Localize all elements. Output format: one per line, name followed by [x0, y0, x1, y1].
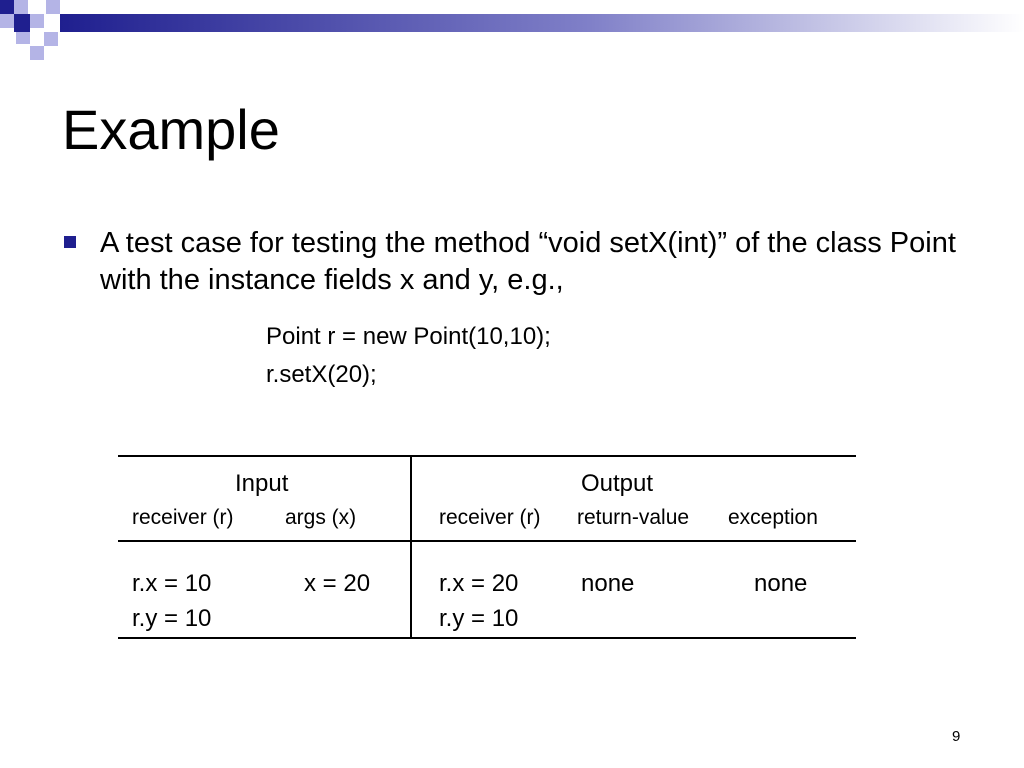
table-header-rule — [118, 540, 856, 542]
table-cell: none — [581, 570, 635, 597]
table-bottom-rule — [118, 637, 856, 639]
table-cell: r.y = 10 — [132, 605, 212, 632]
column-header: args (x) — [285, 506, 357, 529]
table-cell: none — [754, 570, 808, 597]
slide-title: Example — [62, 98, 280, 161]
table-cell: r.y = 10 — [439, 605, 519, 632]
table-cell: r.x = 20 — [439, 570, 519, 597]
table-cell: x = 20 — [304, 570, 371, 597]
bullet-text: A test case for testing the method “void setX(int)” of the class Point with the instance fields x and y, e.g., — [100, 227, 956, 296]
input-header: Input — [235, 470, 289, 497]
column-header: exception — [728, 506, 818, 529]
table-divider — [410, 456, 412, 638]
column-header: return-value — [577, 506, 690, 529]
page-number: 9 — [952, 728, 961, 745]
output-header: Output — [581, 470, 654, 497]
table-cell: r.x = 10 — [132, 570, 212, 597]
table-top-rule — [118, 455, 856, 457]
code-line: r.setX(20); — [266, 361, 377, 388]
column-header: receiver (r) — [439, 506, 541, 529]
code-line: Point r = new Point(10,10); — [266, 323, 551, 350]
corner-decoration — [0, 0, 1024, 62]
square-bullet-icon — [64, 236, 76, 248]
column-header: receiver (r) — [132, 506, 234, 529]
